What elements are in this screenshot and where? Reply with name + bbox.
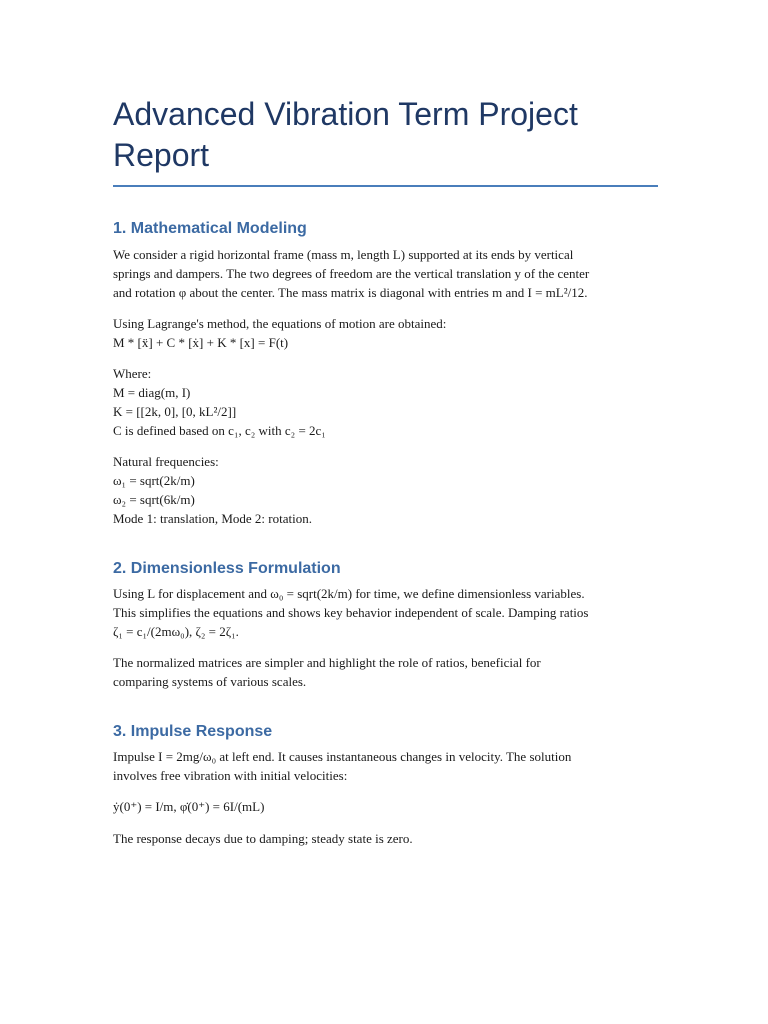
document-body	[113, 94, 658, 848]
text-line: We consider a rigid horizontal frame (mass m, length L) supported at its ends by vertical	[113, 247, 574, 262]
section-heading-dimensionless-formulation: 2. Dimensionless Formulation	[113, 560, 341, 577]
paragraph-matrix-definitions	[113, 364, 658, 440]
text-line: Using Lagrange's method, the equations of motion are obtained:	[113, 316, 447, 331]
text-line: Mode 1: translation, Mode 2: rotation.	[113, 511, 312, 526]
text-line: and rotation φ about the center. The mass matrix is diagonal with entries m and I = mL²/12.	[113, 285, 588, 300]
paragraph-normalized-matrices	[113, 653, 658, 691]
title-line: Report	[113, 137, 210, 173]
text-line: involves free vibration with initial velocities:	[113, 768, 348, 783]
equation-line: ω₂ = sqrt(6k/m)	[113, 492, 195, 507]
text-line: This simplifies the equations and shows key behavior independent of scale. Damping ratios	[113, 605, 589, 620]
text-line: comparing systems of various scales.	[113, 674, 307, 689]
text-line: Natural frequencies:	[113, 454, 219, 469]
paragraph-response-decay	[113, 829, 658, 848]
text-line: ζ₁ = c₁/(2mω₀), ζ₂ = 2ζ₁.	[113, 624, 239, 639]
equation-line: M = diag(m, I)	[113, 385, 191, 400]
text-line: Where:	[113, 366, 152, 381]
equation-line: ẏ(0⁺) = I/m, φ̇(0⁺) = 6I/(mL)	[113, 799, 265, 814]
paragraph-model-description	[113, 245, 658, 302]
paragraph-impulse-description	[113, 747, 658, 785]
paragraph-natural-frequencies	[113, 452, 658, 528]
equation-line: K = [[2k, 0], [0, kL²/2]]	[113, 404, 237, 419]
text-line: Using L for displacement and ω₀ = sqrt(2k/m) for time, we define dimensionless variables.	[113, 586, 585, 601]
title-line: Advanced Vibration Term Project	[113, 96, 578, 132]
paragraph-equations-of-motion	[113, 314, 658, 352]
document-title	[113, 94, 658, 187]
equation-line: ω₁ = sqrt(2k/m)	[113, 473, 195, 488]
paragraph-initial-velocities	[113, 797, 658, 816]
text-line: springs and dampers. The two degrees of freedom are the vertical translation y of the center	[113, 266, 590, 281]
text-line: The response decays due to damping; steady state is zero.	[113, 831, 413, 846]
section-heading-mathematical-modeling: 1. Mathematical Modeling	[113, 220, 307, 237]
equation-line: M * [ẍ] + C * [ẋ] + K * [x] = F(t)	[113, 335, 289, 350]
text-line: The normalized matrices are simpler and highlight the role of ratios, beneficial for	[113, 655, 541, 670]
paragraph-dimensionless-variables	[113, 584, 658, 641]
section-heading-impulse-response: 3. Impulse Response	[113, 723, 273, 740]
text-line: Impulse I = 2mg/ω₀ at left end. It causes instantaneous changes in velocity. The solution	[113, 749, 572, 764]
text-line: C is defined based on c₁, c₂ with c₂ = 2c₁	[113, 423, 326, 438]
